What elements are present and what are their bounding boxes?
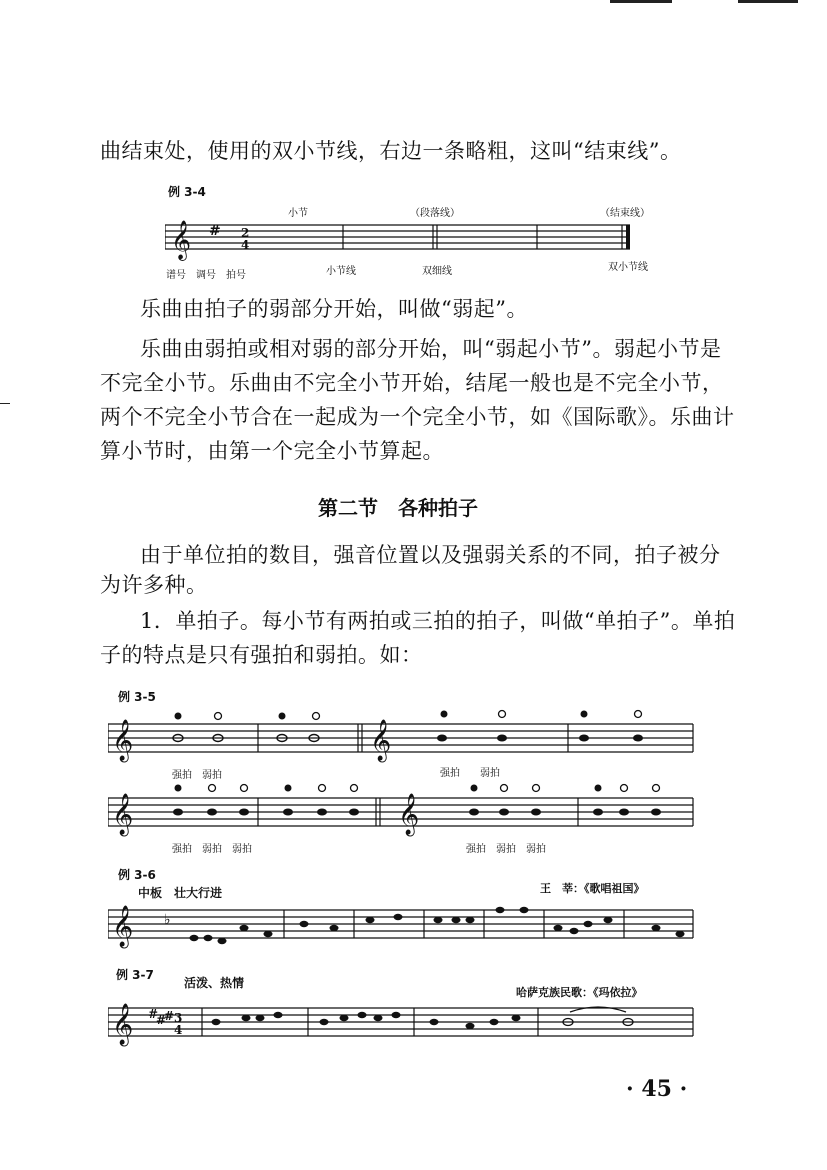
body-text: 两个不完全小节合在一起成为一个完全小节，如《国际歌》。乐曲计 xyxy=(100,405,735,429)
svg-text:𝄞: 𝄞 xyxy=(398,794,420,835)
svg-text:2: 2 xyxy=(241,226,250,240)
page-number: · 45 · xyxy=(626,1076,688,1102)
attribution: 哈萨克族民歌：《玛依拉》 xyxy=(516,986,643,999)
svg-text:𝄞: 𝄞 xyxy=(112,794,134,835)
svg-text:4: 4 xyxy=(241,238,250,252)
annotation: 强拍 弱拍 xyxy=(440,768,500,779)
body-text: 为许多种。 xyxy=(100,573,208,597)
svg-text:𝄞: 𝄞 xyxy=(112,906,134,947)
svg-text:4: 4 xyxy=(174,1023,183,1037)
staff-ex36 xyxy=(108,896,698,956)
body-text: 曲结束处，使用的双小节线，右边一条略粗，这叫“结束线”。 xyxy=(100,139,682,163)
svg-text:#: # xyxy=(148,1007,159,1021)
margin-mark xyxy=(0,403,10,404)
annotation: 小节线 xyxy=(326,266,356,277)
annotation: （段落线） xyxy=(410,208,460,219)
tempo-marking: 活泼、热情 xyxy=(184,976,245,990)
body-text: 由于单位拍的数目，强音位置以及强弱关系的不同，拍子被分 xyxy=(140,543,721,567)
annotation: 强拍 弱拍 xyxy=(172,770,222,781)
svg-text:#: # xyxy=(164,1009,175,1023)
example-label: 例 3-7 xyxy=(116,968,154,982)
svg-text:𝄞: 𝄞 xyxy=(112,1004,134,1045)
section-heading: 第二节 各种拍子 xyxy=(318,496,478,520)
staff-ex35-row2 xyxy=(108,780,698,840)
annotation: 谱号 调号 拍号 xyxy=(166,270,246,281)
svg-text:♭: ♭ xyxy=(164,912,171,928)
body-text: 算小节时，由第一个完全小节算起。 xyxy=(100,439,444,463)
staff-ex37 xyxy=(108,994,698,1054)
body-text: 不完全小节。乐曲由不完全小节开始，结尾一般也是不完全小节， xyxy=(100,371,724,395)
example-label: 例 3-6 xyxy=(118,868,156,882)
svg-text:3: 3 xyxy=(174,1011,183,1025)
body-text: 1．单拍子。每小节有两拍或三拍的拍子，叫做“单拍子”。单拍 xyxy=(140,609,736,633)
annotation: 双细线 xyxy=(422,266,452,277)
example-label: 例 3-4 xyxy=(168,185,206,199)
svg-text:#: # xyxy=(156,1013,167,1027)
svg-text:𝄞: 𝄞 xyxy=(370,720,392,761)
annotation: （结束线） xyxy=(600,208,650,219)
svg-text:𝄞: 𝄞 xyxy=(171,220,192,260)
header-rule xyxy=(738,0,798,3)
annotation: 强拍 弱拍 弱拍 xyxy=(172,844,252,855)
svg-text:#: # xyxy=(209,223,221,239)
header-rule xyxy=(610,0,672,3)
example-label: 例 3-5 xyxy=(118,690,156,704)
staff-ex35-row1 xyxy=(108,706,698,766)
body-text: 子的特点是只有强拍和弱拍。如： xyxy=(100,643,423,667)
annotation: 小节 xyxy=(288,208,308,219)
body-text: 乐曲由拍子的弱部分开始，叫做“弱起”。 xyxy=(140,297,528,321)
body-text: 乐曲由弱拍或相对弱的部分开始，叫“弱起小节”。弱起小节是 xyxy=(140,337,722,361)
annotation: 强拍 弱拍 弱拍 xyxy=(466,844,546,855)
annotation: 双小节线 xyxy=(608,262,648,273)
attribution: 王 莘：《歌唱祖国》 xyxy=(540,882,645,895)
tempo-marking: 中板 壮大行进 xyxy=(138,886,223,900)
staff-ex34 xyxy=(165,215,645,265)
svg-text:𝄞: 𝄞 xyxy=(112,720,134,761)
